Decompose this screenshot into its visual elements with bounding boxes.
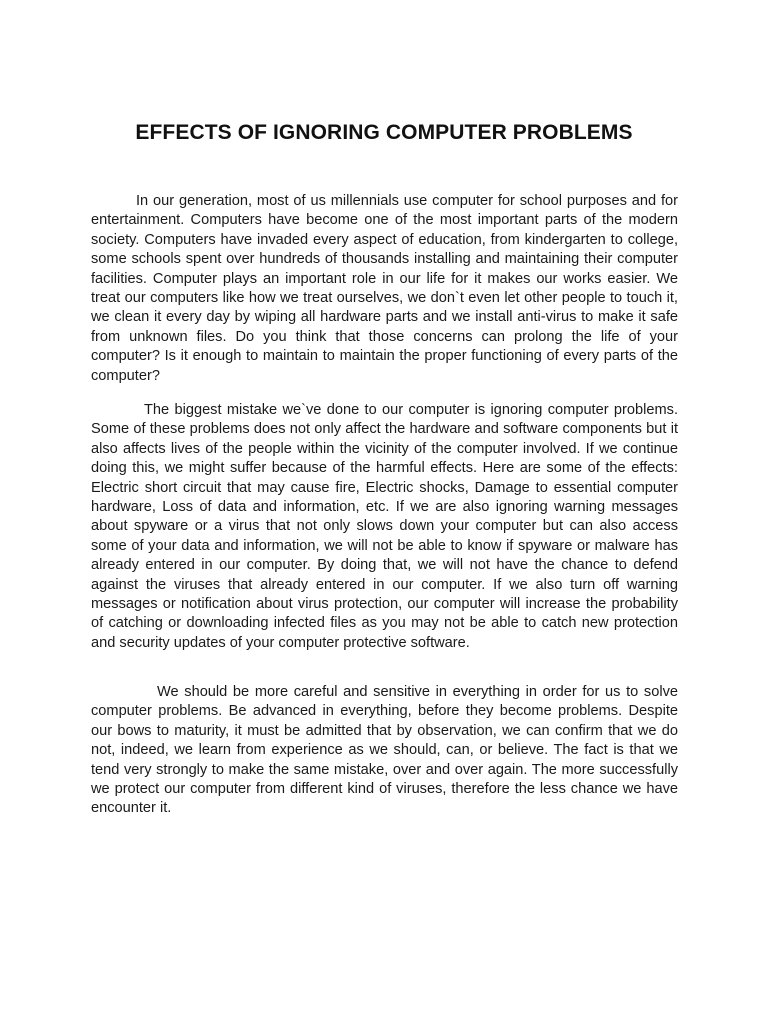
paragraph-2: The biggest mistake we`ve done to our computer is ignoring computer problems. Some of these problems does not only affect the hardware and software components but it also affects lives of the people within the vicinity of the computer involved. If we continue doing this, we might suffer because of the harmful effects. Here are some of the effects: Electric short circuit that may cause fire, Electric shocks, Damage to essential computer hardware, Loss of data and information, etc. If we are also ignoring warning messages about spyware or a virus that not only slows down your computer but can also access some of your data and information, we will not be able to know if spyware or malware has already entered in our computer. By doing that, we will not have the chance to defend against the viruses that already entered in our computer. If we also turn off warning messages or notification about virus protection, our computer will increase the probability of catching or downloading infected files as you may not be able to catch new protection and security updates of your computer protective software. <box>91 402 678 651</box>
paragraph-3: We should be more careful and sensitive in everything in order for us to solve computer problems. Be advanced in everything, before they become problems. Despite our bows to maturity, it must be admitted that by observation, we can confirm that we do not, indeed, we learn from experience as we should, can, or believe. The fact is that we tend very strongly to make the same mistake, over and over again. The more successfully we protect our computer from different kind of viruses, therefore the less chance we have encounter it. <box>91 684 678 817</box>
paragraph-1: In our generation, most of us millennials use computer for school purposes and for entertainment. Computers have become one of the most important parts of the modern society. Computers have invaded every aspect of education, from kindergarten to college, some schools spent over hundreds of thousands installing and maintaining their computer facilities. Computer plays an important role in our life for it makes our works easier. We treat our computers like how we treat ourselves, we don`t even let other people to touch it, we clean it every day by wiping all hardware parts and we install anti-virus to make it safe from unknown files. Do you think that those concerns can prolong the life of your computer? Is it enough to maintain to maintain the proper functioning of every parts of the computer? <box>91 193 678 384</box>
document-title: EFFECTS OF IGNORING COMPUTER PROBLEMS <box>135 121 633 144</box>
